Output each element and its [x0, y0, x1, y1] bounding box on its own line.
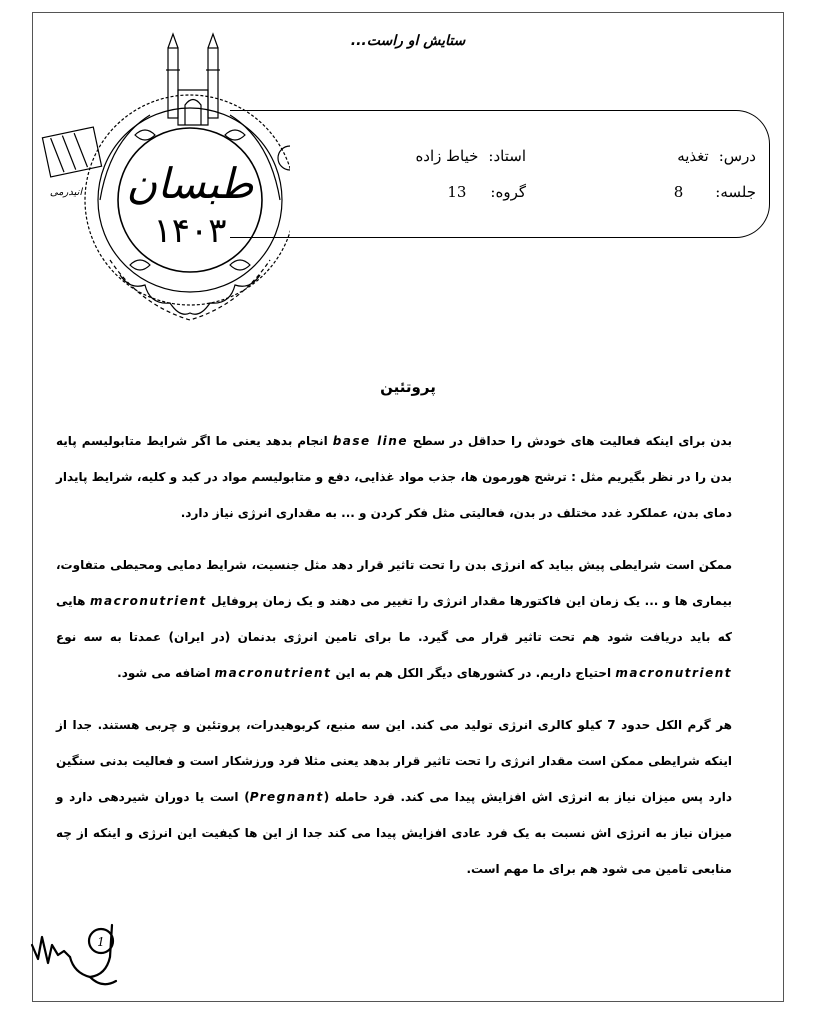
p2-term-macronutrient-3: macronutrient — [214, 666, 332, 680]
course-label: درس: — [718, 147, 756, 165]
stethoscope-page-mark — [30, 915, 170, 995]
p3-text-b: ) است یا دوران شیردهی دارد و میزان نیاز به انرژی اش نسبت به یک فرد عادی افزایش پیدا می کند جدا از این ها کیفیت این انرژی و اینکه از چه منابعی تامین می شود هم برای ما مهم است. — [56, 790, 732, 876]
group-label: گروه: — [490, 183, 526, 201]
session-label: جلسه: — [715, 183, 756, 201]
paragraph-1 — [56, 423, 732, 531]
page-header-title: ستایش او راست... — [350, 33, 466, 49]
section-title: پروتئین — [380, 378, 436, 396]
paragraph-3 — [56, 707, 732, 887]
teacher-label: استاد: — [488, 147, 526, 165]
p1-term-baseline: base line — [332, 434, 408, 448]
p2-term-macronutrient-1: macronutrient — [89, 594, 207, 608]
emblem-word: طبسان — [126, 159, 254, 208]
paragraph-2 — [56, 547, 732, 691]
p2-text-d: اضافه می شود. — [117, 666, 211, 680]
p3-term-pregnant: Pregnant — [249, 790, 324, 804]
session-value: 8 — [673, 183, 684, 201]
emblem-side-text: انیدرمی — [49, 187, 83, 198]
teacher-row — [415, 147, 526, 165]
course-info-box — [230, 110, 770, 238]
course-row — [677, 147, 756, 165]
group-row — [447, 183, 526, 201]
p1-text-b: انجام بدهد یعنی ما اگر شرایط متابولیسم پایه بدن را در نظر بگیریم مثل : ترشح هورمون ها، جذب مواد غذایی، دفع و متابولیسم مواد در کبد و کلیه، شرایط پایدار دمای بدن، عملکرد غدد مختلف در بدن، فعالیتی مثل فکر کردن و ... به مقداری انرژی نیاز دارد. — [56, 434, 732, 520]
p2-text-b: هایی که باید دریافت شود هم تحت تاثیر قرار می گیرد. ما برای تامین انرژی بدنمان (در ایران) عمدتا به سه نوع — [56, 594, 732, 644]
course-value: تغذیه — [677, 147, 709, 165]
session-row — [674, 183, 756, 201]
emblem-year: ۱۴۰۳ — [153, 211, 227, 251]
p2-text-c: احتیاج داریم. در کشورهای دیگر الکل هم به این — [335, 666, 612, 680]
group-value: 13 — [447, 183, 467, 201]
page-number: 1 — [97, 935, 105, 949]
teacher-value: خیاط زاده — [415, 147, 479, 165]
p1-text-a: بدن برای اینکه فعالیت های خودش را حداقل در سطح — [412, 434, 732, 448]
p3-text-a: هر گرم الکل حدود 7 کیلو کالری انرژی تولید می کند. این سه منبع، کربوهیدرات، پروتئین و چربی هستند. جدا از اینکه شرایطی ممکن است مقدار انرژی را تحت تاثیر قرار بدهد یعنی مثلا فرد ورزشکار است و فعالیت بدنی سنگین دارد پس میزان نیاز به انرژی اش افزایش پیدا می کند. فرد حامله ( — [56, 718, 732, 804]
p2-text-a: ممکن است شرایطی پیش بیاید که انرژی بدن را تحت تاثیر قرار دهد مثل جنسیت، شرایط دمایی ومحیطی متفاوت، بیماری ها و ... یک زمان این فاکتورها مقدار انرژی را تغییر می دهند و یک زمان پروفایل — [56, 558, 732, 608]
p2-term-macronutrient-2: macronutrient — [615, 666, 732, 680]
